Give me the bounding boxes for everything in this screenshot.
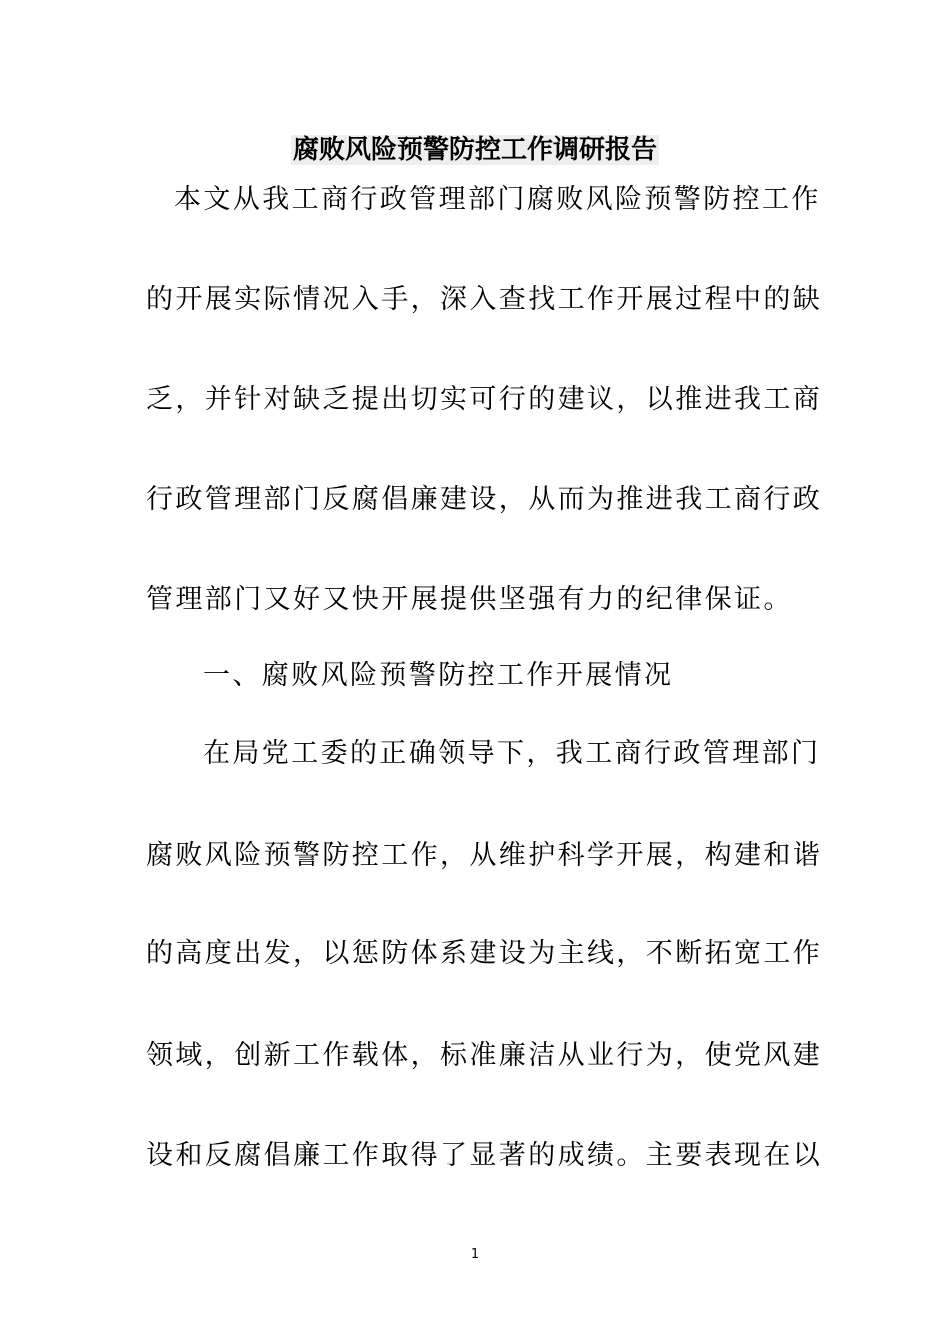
paragraph-line: 在局党工委的正确领导下，我工商行政管理部门 <box>203 738 821 769</box>
paragraph-line: 设和反腐倡廉工作取得了显著的成绩。主要表现在以 <box>146 1140 823 1171</box>
paragraph-line: 管理部门又好又快开展提供坚强有力的纪律保证。 <box>146 584 793 615</box>
paragraph-line: 腐败风险预警防控工作，从维护科学开展，构建和谐 <box>146 840 823 871</box>
paragraph-line: 的高度出发，以惩防体系建设为主线，不断拓宽工作 <box>146 938 823 969</box>
page-number: 1 <box>470 1247 480 1262</box>
document-title: 腐败风险预警防控工作调研报告 <box>292 135 657 165</box>
paragraph-line: 的开展实际情况入手，深入查找工作开展过程中的缺 <box>146 284 823 315</box>
paragraph-line: 本文从我工商行政管理部门腐败风险预警防控工作 <box>174 184 821 215</box>
paragraph-line: 领域，创新工作载体，标准廉洁从业行为，使党风建 <box>146 1040 823 1071</box>
section-heading: 一、腐败风险预警防控工作开展情况 <box>203 660 674 691</box>
paragraph-line: 行政管理部门反腐倡廉建设，从而为推进我工商行政 <box>146 484 823 515</box>
paragraph-line: 乏，并针对缺乏提出切实可行的建议，以推进我工商 <box>146 384 823 415</box>
